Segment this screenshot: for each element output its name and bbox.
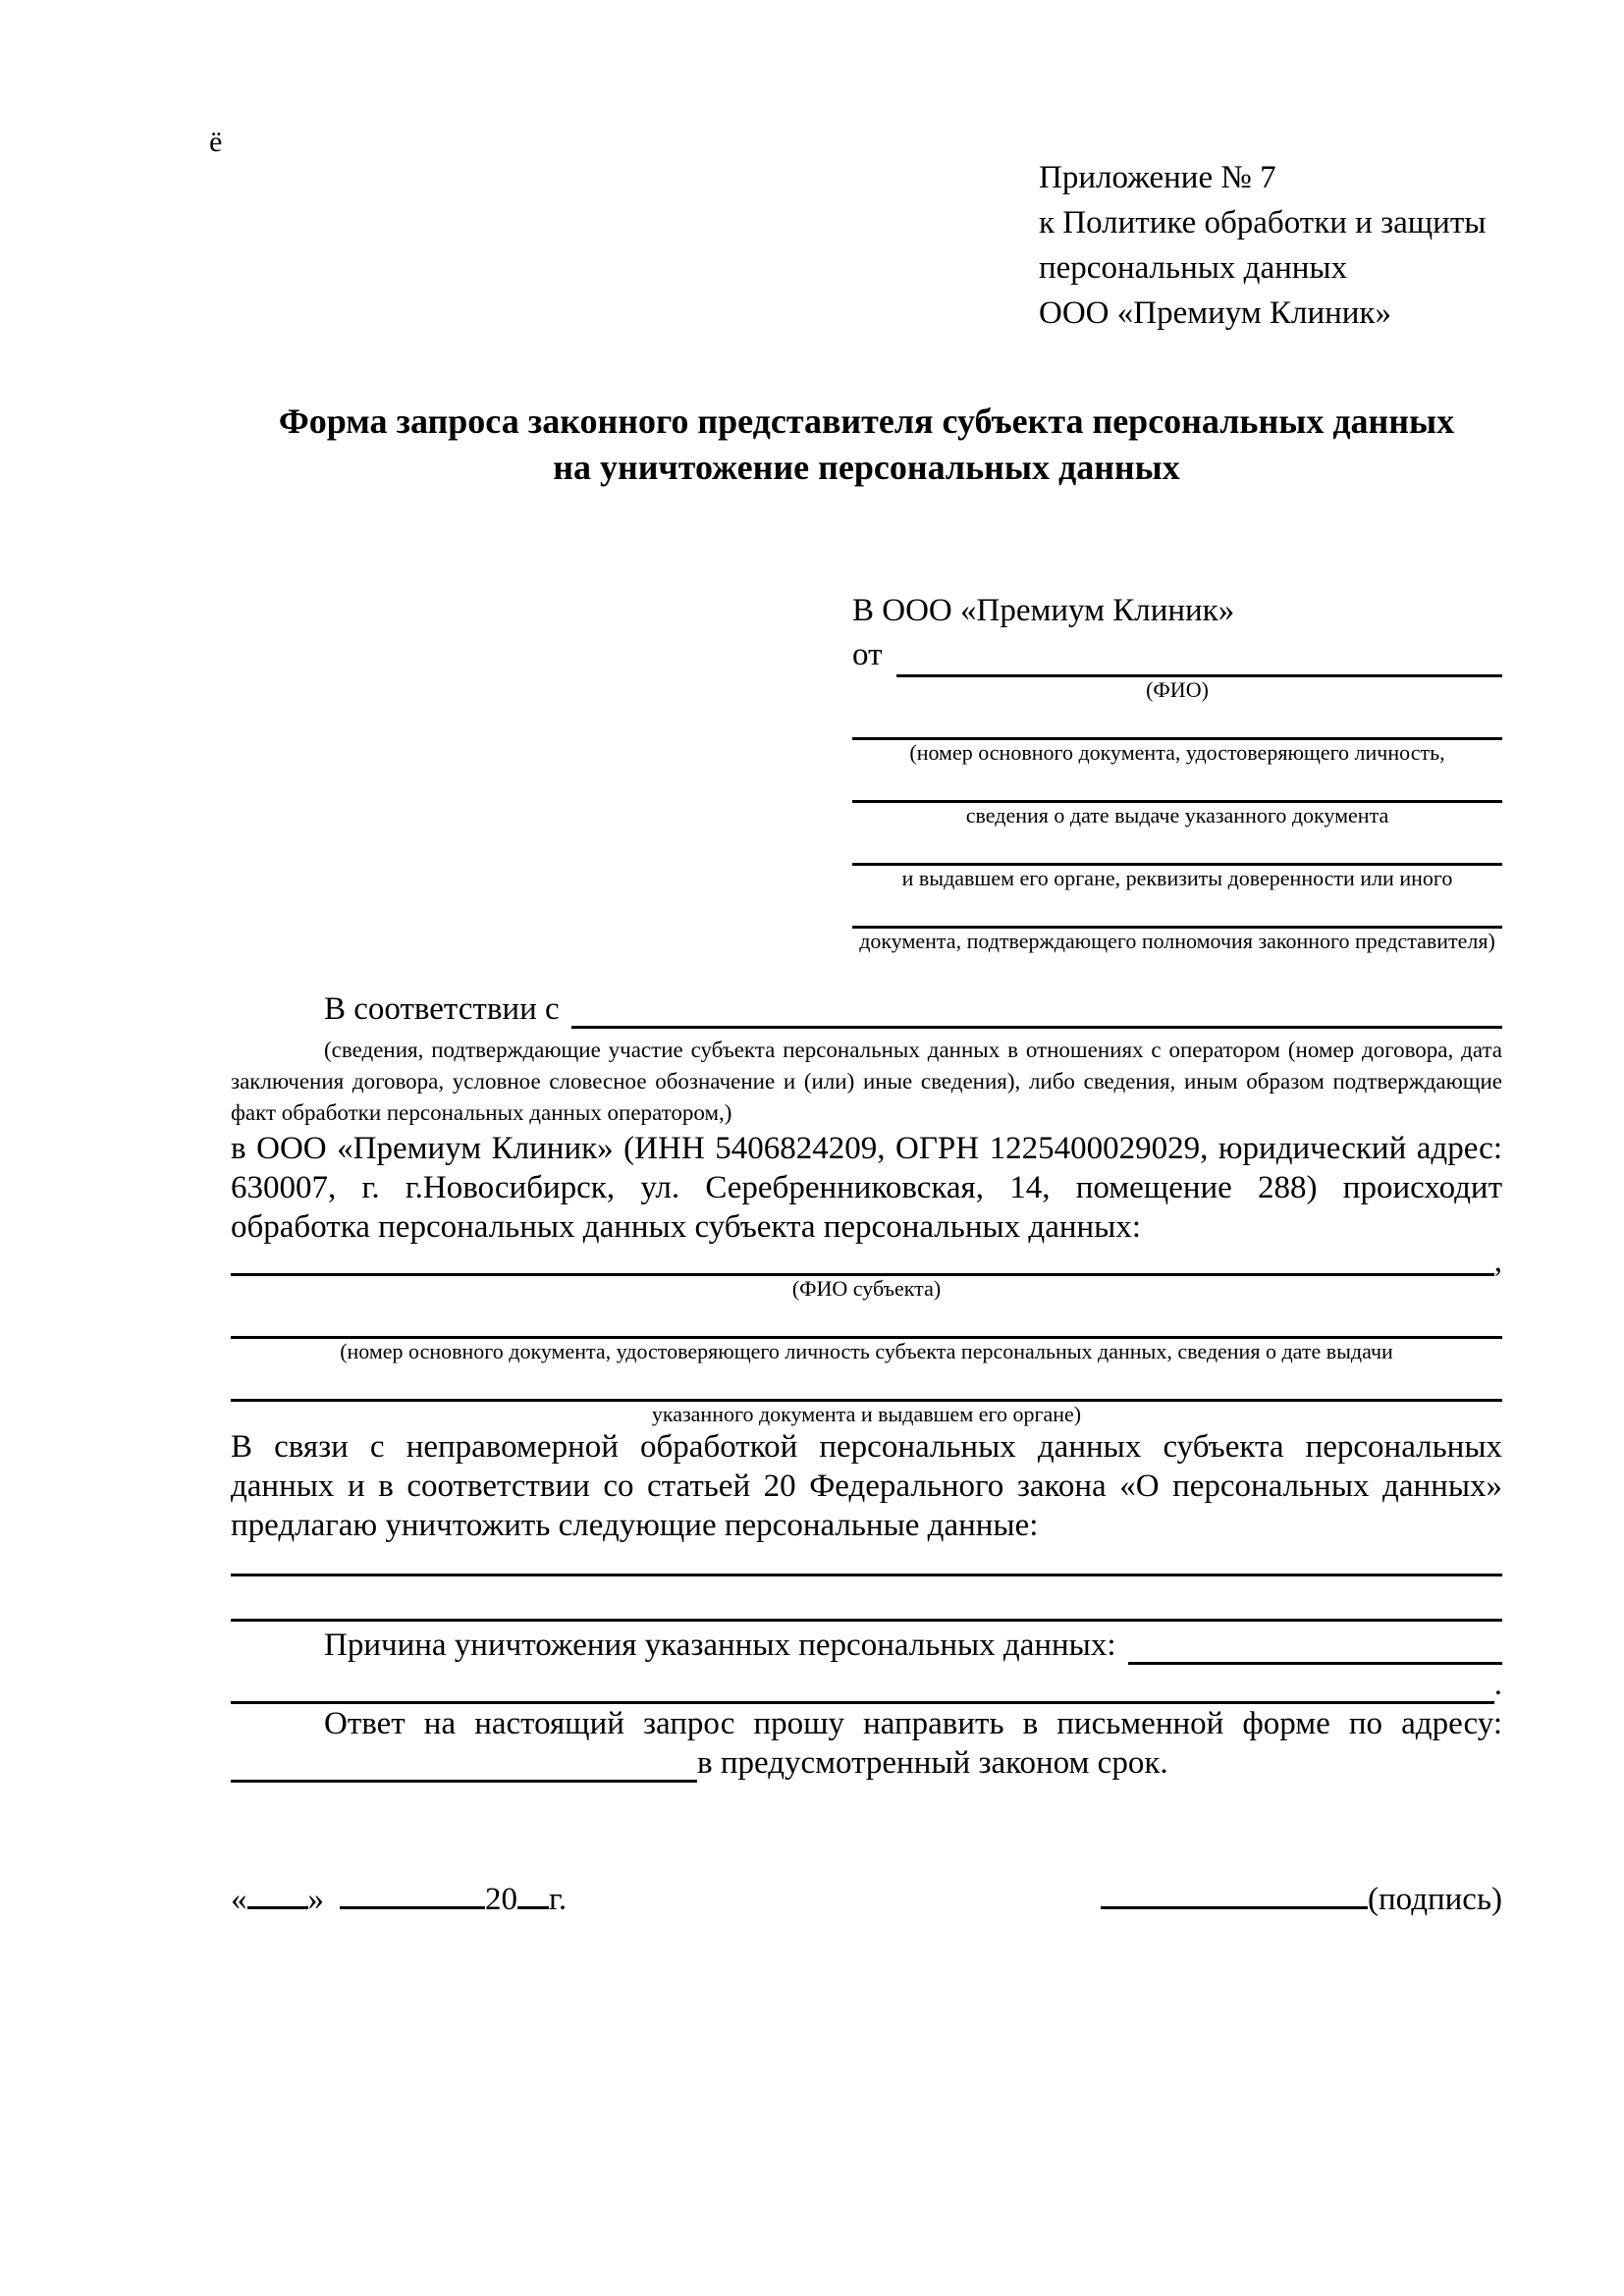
accordance-note: (сведения, подтверждающие участие субъекта персональных данных в отношениях с оператором (номер договора, дата заключения договора, условное словесное обозначение и (или) иные сведения), либо сведения, иным образом подтверждающие факт обработки персональных данных оператором,)	[231, 1038, 1502, 1125]
appendix-header	[1039, 155, 1486, 336]
appendix-header-line: к Политике обработки и защиты	[1039, 205, 1487, 240]
form-title-line-2: на уничтожение персональных данных	[553, 448, 1180, 487]
issuing-authority-caption: и выдавшем его органе, реквизиты доверенности или иного	[901, 866, 1453, 890]
appendix-header-line: ООО «Премиум Клиник»	[1039, 295, 1391, 331]
signature-caption: (подпись)	[1368, 1882, 1502, 1917]
signature-blank-line	[1101, 1906, 1368, 1909]
corner-mark: ё	[209, 126, 223, 158]
comma-mark: ,	[1493, 1244, 1502, 1279]
addressee-to: В ООО «Премиум Клиник»	[852, 593, 1235, 628]
date-group	[231, 1880, 567, 1919]
year-blank-line	[517, 1906, 549, 1909]
doc-issue-date-caption: сведения о дате выдаче указанного документа	[965, 803, 1389, 828]
subject-doc-caption-2: указанного документа и выдавшем его органе)	[651, 1402, 1082, 1426]
representative-doc-caption: (номер основного документа, удостоверяющего личность,	[909, 740, 1445, 765]
accordance-row	[231, 989, 1502, 1029]
body-block	[231, 989, 1502, 1783]
reply-line-2	[231, 1743, 1502, 1783]
month-blank-line	[340, 1906, 485, 1909]
form-title	[231, 399, 1502, 491]
operator-paragraph: в ООО «Премиум Клиник» (ИНН 5406824209, ОГРН 1225400029029, юридический адрес: 630007, г. г.Новосибирск, ул. Серебренниковская, 14, помещение 288) происходит обработка персональных данных субъекта персональных данных:	[231, 1131, 1502, 1245]
date-close-quote: »	[307, 1882, 324, 1917]
data-to-destroy-blank-line-2	[231, 1576, 1502, 1622]
appendix-header-line: персональных данных	[1039, 250, 1348, 286]
appendix-header-line: Приложение № 7	[1039, 160, 1276, 195]
reply-line-2-text: в предусмотренный законом срок.	[697, 1745, 1168, 1781]
form-title-line-1: Форма запроса законного представителя субъекта персональных данных	[278, 401, 1455, 441]
reason-blank-line	[1128, 1662, 1502, 1665]
reply-line-1: Ответ на настоящий запрос прошу направить в письменной форме по адресу:	[324, 1706, 1502, 1741]
signature-group	[1101, 1880, 1502, 1919]
footer-row	[231, 1880, 1502, 1919]
from-row	[852, 633, 1502, 677]
year-prefix: 20	[485, 1882, 517, 1917]
accordance-blank-line	[571, 1026, 1502, 1029]
subject-doc-blank-line-2	[231, 1364, 1502, 1402]
authority-proof-blank-line	[852, 891, 1502, 929]
accordance-label: В соответствии с	[324, 991, 560, 1027]
subject-doc-blank-line	[231, 1302, 1502, 1339]
subject-doc-caption-1: (номер основного документа, удостоверяющего личность субъекта персональных данных, сведения о дате выдачи	[340, 1339, 1393, 1363]
data-to-destroy-blank-line-1	[231, 1545, 1502, 1576]
year-suffix: г.	[549, 1882, 568, 1917]
from-label: от	[852, 637, 883, 672]
fio-caption: (ФИО)	[1146, 677, 1209, 702]
addressee-block	[852, 589, 1502, 954]
doc-issue-date-blank-line	[852, 766, 1502, 803]
subject-fio-caption: (ФИО субъекта)	[791, 1276, 942, 1301]
reply-address-blank-line	[231, 1780, 697, 1783]
authority-proof-caption: документа, подтверждающего полномочия законного представителя)	[859, 929, 1495, 953]
date-open-quote: «	[231, 1882, 247, 1917]
representative-doc-blank-line	[852, 703, 1502, 740]
demand-paragraph: В связи с неправомерной обработкой персональных данных субъекта персональных данных и в соответствии со статьей 20 Федерального закона «О персональных данных» предлагаю уничтожить следующие персональные данные:	[231, 1429, 1502, 1543]
day-blank-line	[247, 1906, 308, 1909]
reason-label: Причина уничтожения указанных персональных данных:	[324, 1628, 1116, 1663]
reason-row	[231, 1626, 1502, 1665]
period-mark: .	[1493, 1667, 1502, 1702]
subject-fio-row	[231, 1244, 1502, 1279]
issuing-authority-blank-line	[852, 828, 1502, 866]
reason-row-2	[231, 1665, 1502, 1704]
